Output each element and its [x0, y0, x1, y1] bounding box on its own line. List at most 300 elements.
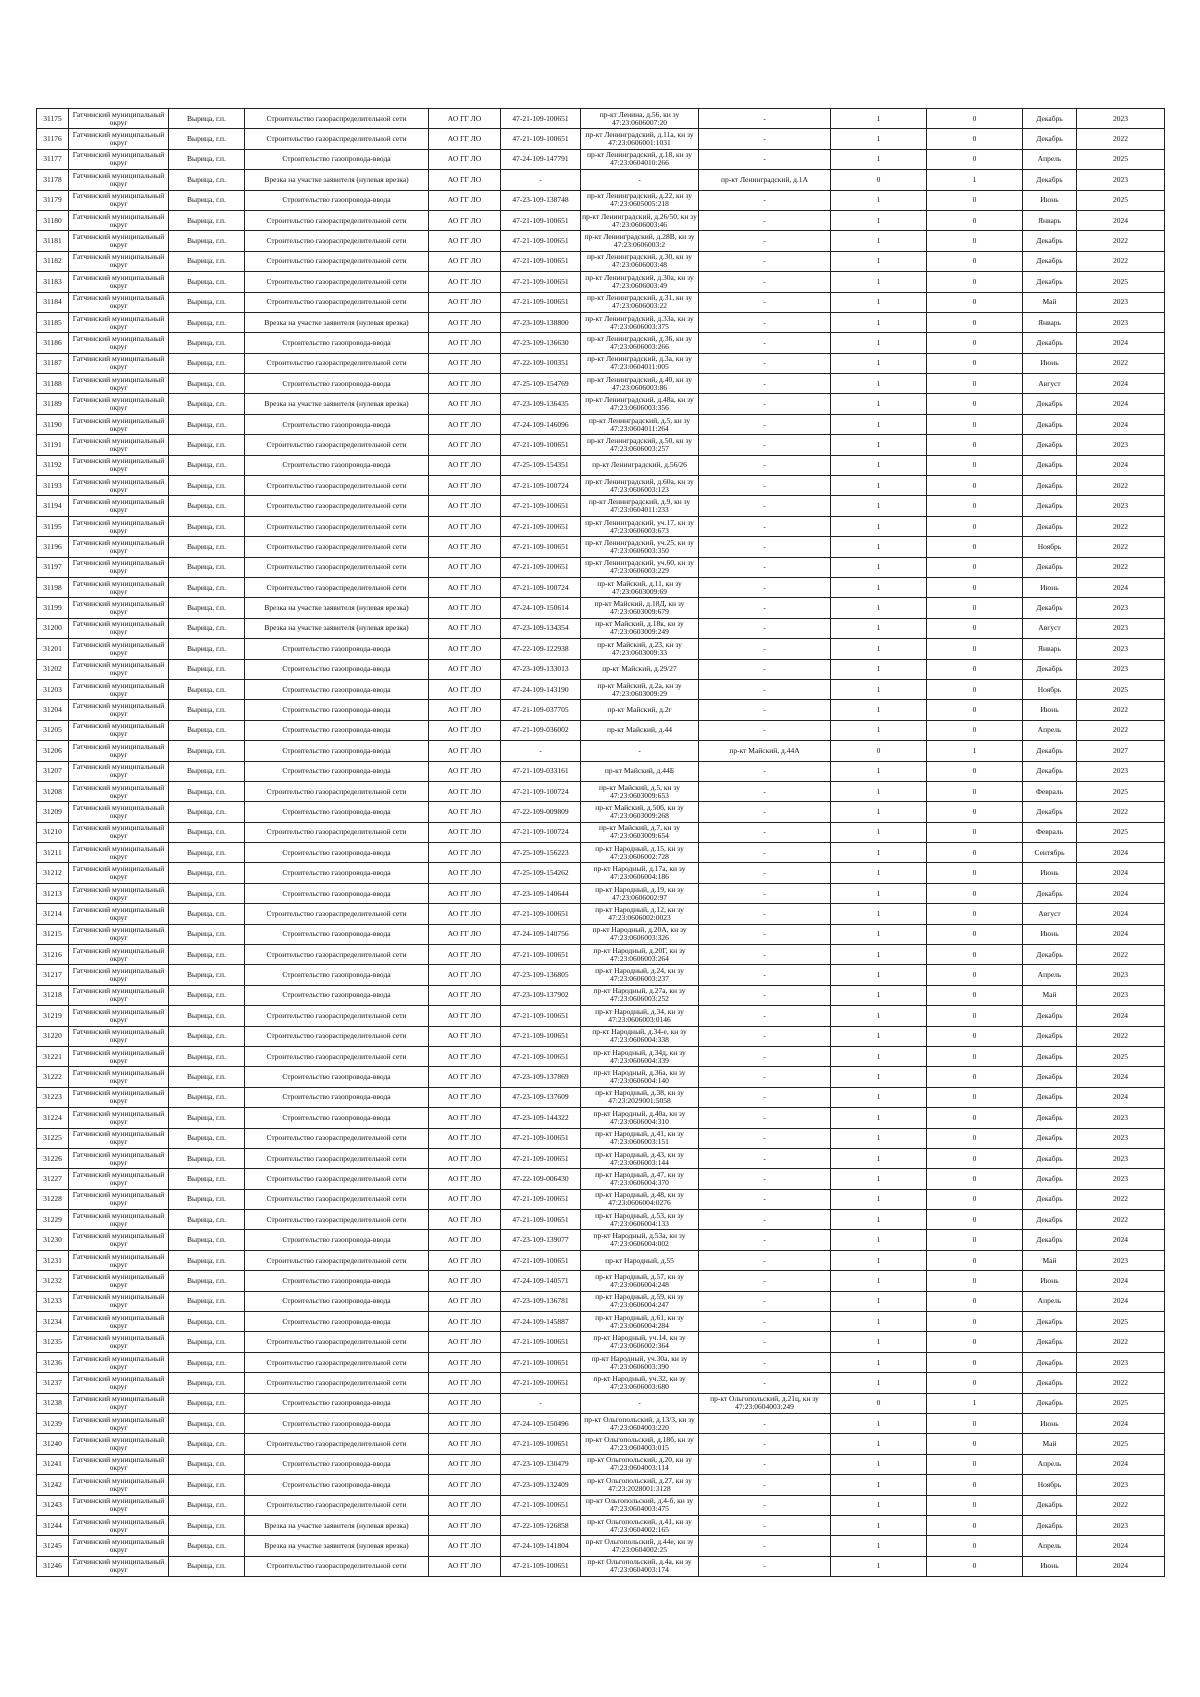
cell-organization: АО ГГ ЛО [429, 1210, 501, 1230]
cell-address: пр-кт Ольгопольский, д.13/3, кн зу 47:23:0604003:220 [581, 1414, 699, 1434]
cell-settlement: Вырица, г.п. [169, 598, 245, 618]
cell-settlement: Вырица, г.п. [169, 883, 245, 903]
cell-connection-address: - [699, 1556, 831, 1576]
cell-count-a: 1 [831, 1067, 927, 1087]
table-row [37, 333, 1165, 353]
table-row [37, 1291, 1165, 1311]
cell-district: Гатчинский муниципальный округ [69, 1434, 169, 1454]
cell-count-b: 0 [927, 863, 1023, 883]
cell-month: Апрель [1023, 1454, 1077, 1474]
cell-count-b: 0 [927, 843, 1023, 863]
cell-district: Гатчинский муниципальный округ [69, 516, 169, 536]
cell-address: пр-кт Майский, д.11, кн зу 47:23:0603009:69 [581, 577, 699, 597]
cell-count-b: 0 [927, 1148, 1023, 1168]
cell-work-type: Строительство газопровода-ввода [245, 374, 429, 394]
cell-year: 2024 [1077, 394, 1165, 414]
cell-count-a: 1 [831, 109, 927, 129]
cell-count-a: 1 [831, 965, 927, 985]
table-row [37, 577, 1165, 597]
cell-program-code: - [501, 1393, 581, 1413]
cell-year: 2023 [1077, 292, 1165, 312]
cell-program-code: 47-21-109-100651 [501, 537, 581, 557]
cell-row-number: 31182 [37, 251, 69, 271]
cell-connection-address: - [699, 333, 831, 353]
cell-organization: АО ГГ ЛО [429, 1536, 501, 1556]
table-row [37, 149, 1165, 169]
cell-month: Декабрь [1023, 129, 1077, 149]
cell-district: Гатчинский муниципальный округ [69, 639, 169, 659]
cell-year: 2023 [1077, 435, 1165, 455]
cell-work-type: Строительство газораспределительной сети [245, 822, 429, 842]
cell-work-type: Строительство газораспределительной сети [245, 781, 429, 801]
cell-year: 2024 [1077, 1454, 1165, 1474]
cell-count-b: 0 [927, 1169, 1023, 1189]
table-row [37, 1230, 1165, 1250]
cell-count-a: 1 [831, 496, 927, 516]
cell-connection-address: - [699, 537, 831, 557]
cell-address: пр-кт Ольгопольский, д.4-б, кн зу 47:23:0604003:475 [581, 1495, 699, 1515]
cell-count-a: 1 [831, 1515, 927, 1535]
table-row [37, 1312, 1165, 1332]
cell-month: Январь [1023, 639, 1077, 659]
cell-program-code: 47-21-109-100651 [501, 129, 581, 149]
cell-organization: АО ГГ ЛО [429, 945, 501, 965]
cell-address: пр-кт Народный, д.43, кн зу 47:23:0606003:144 [581, 1148, 699, 1168]
cell-settlement: Вырица, г.п. [169, 312, 245, 332]
cell-address: пр-кт Ленинградский, д.18, кн зу 47:23:0604010:266 [581, 149, 699, 169]
cell-row-number: 31236 [37, 1352, 69, 1372]
cell-count-a: 1 [831, 353, 927, 373]
table-row [37, 1434, 1165, 1454]
table-row [37, 1414, 1165, 1434]
cell-district: Гатчинский муниципальный округ [69, 781, 169, 801]
cell-year: 2023 [1077, 618, 1165, 638]
cell-work-type: Строительство газопровода-ввода [245, 741, 429, 761]
cell-organization: АО ГГ ЛО [429, 1169, 501, 1189]
cell-count-a: 1 [831, 781, 927, 801]
table-row [37, 965, 1165, 985]
cell-address: пр-кт Народный, д.34-е, кн зу 47:23:0606004:338 [581, 1026, 699, 1046]
cell-work-type: Строительство газопровода-ввода [245, 1454, 429, 1474]
cell-year: 2024 [1077, 374, 1165, 394]
cell-month: Август [1023, 618, 1077, 638]
table-row [37, 1515, 1165, 1535]
cell-work-type: Строительство газораспределительной сети [245, 1373, 429, 1393]
cell-count-b: 0 [927, 1454, 1023, 1474]
cell-month: Декабрь [1023, 1373, 1077, 1393]
cell-count-b: 0 [927, 537, 1023, 557]
cell-count-b: 0 [927, 1230, 1023, 1250]
cell-connection-address: - [699, 863, 831, 883]
table-row [37, 1210, 1165, 1230]
cell-connection-address: - [699, 659, 831, 679]
cell-settlement: Вырица, г.п. [169, 516, 245, 536]
cell-month: Май [1023, 985, 1077, 1005]
table-row [37, 190, 1165, 210]
cell-row-number: 31242 [37, 1475, 69, 1495]
cell-connection-address: - [699, 516, 831, 536]
cell-settlement: Вырица, г.п. [169, 720, 245, 740]
cell-connection-address: - [699, 1006, 831, 1026]
cell-settlement: Вырица, г.п. [169, 1556, 245, 1576]
cell-count-b: 0 [927, 883, 1023, 903]
cell-work-type: Строительство газопровода-ввода [245, 333, 429, 353]
cell-work-type: Врезка на участке заявителя (нулевая врезка) [245, 1536, 429, 1556]
cell-month: Май [1023, 292, 1077, 312]
cell-work-type: Строительство газопровода-ввода [245, 985, 429, 1005]
cell-year: 2023 [1077, 312, 1165, 332]
cell-work-type: Строительство газопровода-ввода [245, 414, 429, 434]
cell-program-code: 47-21-109-100651 [501, 1434, 581, 1454]
cell-count-b: 0 [927, 1556, 1023, 1576]
table-row [37, 1169, 1165, 1189]
cell-address: пр-кт Ленинградский, уч.60, кн зу 47:23:0606003:229 [581, 557, 699, 577]
cell-settlement: Вырица, г.п. [169, 802, 245, 822]
cell-year: 2024 [1077, 1067, 1165, 1087]
cell-month: Декабрь [1023, 598, 1077, 618]
cell-organization: АО ГГ ЛО [429, 1475, 501, 1495]
cell-program-code: 47-21-109-100651 [501, 945, 581, 965]
cell-settlement: Вырица, г.п. [169, 843, 245, 863]
cell-month: Июнь [1023, 190, 1077, 210]
cell-count-b: 0 [927, 231, 1023, 251]
cell-program-code: 47-21-109-100651 [501, 1128, 581, 1148]
cell-address: пр-кт Ленинградский, д.28В, кн зу 47:23:0606003:2 [581, 231, 699, 251]
cell-district: Гатчинский муниципальный округ [69, 904, 169, 924]
cell-address: пр-кт Ленинградский, д.30, кн зу 47:23:0606003:48 [581, 251, 699, 271]
cell-district: Гатчинский муниципальный округ [69, 292, 169, 312]
cell-connection-address: - [699, 109, 831, 129]
cell-program-code: 47-21-109-100651 [501, 496, 581, 516]
cell-work-type: Врезка на участке заявителя (нулевая врезка) [245, 312, 429, 332]
cell-count-a: 1 [831, 700, 927, 720]
cell-work-type: Строительство газопровода-ввода [245, 1108, 429, 1128]
cell-connection-address: - [699, 945, 831, 965]
cell-row-number: 31191 [37, 435, 69, 455]
cell-program-code: 47-23-109-136781 [501, 1291, 581, 1311]
cell-year: 2024 [1077, 577, 1165, 597]
cell-connection-address: - [699, 1128, 831, 1148]
cell-count-b: 0 [927, 1026, 1023, 1046]
cell-connection-address: - [699, 557, 831, 577]
cell-connection-address: - [699, 883, 831, 903]
table-row [37, 1189, 1165, 1209]
cell-program-code: 47-21-109-100724 [501, 577, 581, 597]
cell-connection-address: - [699, 679, 831, 699]
cell-month: Декабрь [1023, 231, 1077, 251]
cell-work-type: Строительство газораспределительной сети [245, 1148, 429, 1168]
cell-row-number: 31222 [37, 1067, 69, 1087]
cell-month: Январь [1023, 312, 1077, 332]
cell-connection-address: - [699, 1454, 831, 1474]
cell-year: 2025 [1077, 822, 1165, 842]
cell-row-number: 31187 [37, 353, 69, 373]
cell-district: Гатчинский муниципальный округ [69, 618, 169, 638]
cell-count-a: 1 [831, 1373, 927, 1393]
cell-year: 2022 [1077, 1026, 1165, 1046]
cell-district: Гатчинский муниципальный округ [69, 476, 169, 496]
cell-district: Гатчинский муниципальный округ [69, 231, 169, 251]
cell-work-type: Строительство газораспределительной сети [245, 1026, 429, 1046]
table-row [37, 109, 1165, 129]
table-row [37, 781, 1165, 801]
cell-address: пр-кт Ленинградский, д.9, кн зу 47:23:0604011:233 [581, 496, 699, 516]
table-row [37, 659, 1165, 679]
cell-count-b: 0 [927, 190, 1023, 210]
cell-count-b: 0 [927, 394, 1023, 414]
cell-year: 2022 [1077, 251, 1165, 271]
cell-program-code: 47-23-109-140644 [501, 883, 581, 903]
cell-connection-address: - [699, 822, 831, 842]
cell-work-type: Строительство газопровода-ввода [245, 1475, 429, 1495]
cell-connection-address: - [699, 353, 831, 373]
cell-year: 2025 [1077, 1393, 1165, 1413]
cell-count-b: 0 [927, 802, 1023, 822]
cell-year: 2025 [1077, 1434, 1165, 1454]
cell-organization: АО ГГ ЛО [429, 1250, 501, 1270]
cell-year: 2023 [1077, 761, 1165, 781]
cell-district: Гатчинский муниципальный округ [69, 720, 169, 740]
cell-count-b: 1 [927, 170, 1023, 190]
cell-address: пр-кт Ленинградский, д.31, кн зу 47:23:0606003:22 [581, 292, 699, 312]
table-row [37, 1332, 1165, 1352]
cell-count-a: 1 [831, 1210, 927, 1230]
cell-program-code: 47-23-109-137902 [501, 985, 581, 1005]
registry-table-page [36, 108, 1164, 1577]
cell-connection-address: - [699, 1230, 831, 1250]
cell-district: Гатчинский муниципальный округ [69, 985, 169, 1005]
cell-address: пр-кт Майский, д.23, кн зу 47:23:0603009:33 [581, 639, 699, 659]
cell-row-number: 31227 [37, 1169, 69, 1189]
cell-district: Гатчинский муниципальный округ [69, 945, 169, 965]
cell-row-number: 31216 [37, 945, 69, 965]
cell-count-a: 1 [831, 251, 927, 271]
cell-month: Январь [1023, 210, 1077, 230]
cell-organization: АО ГГ ЛО [429, 843, 501, 863]
cell-year: 2022 [1077, 516, 1165, 536]
cell-organization: АО ГГ ЛО [429, 149, 501, 169]
cell-count-b: 0 [927, 1087, 1023, 1107]
cell-year: 2024 [1077, 1556, 1165, 1576]
cell-settlement: Вырица, г.п. [169, 170, 245, 190]
cell-row-number: 31176 [37, 129, 69, 149]
cell-month: Декабрь [1023, 1026, 1077, 1046]
table-row [37, 1393, 1165, 1413]
cell-work-type: Строительство газораспределительной сети [245, 231, 429, 251]
cell-row-number: 31228 [37, 1189, 69, 1209]
cell-program-code: 47-23-109-144322 [501, 1108, 581, 1128]
table-row [37, 1536, 1165, 1556]
cell-district: Гатчинский муниципальный округ [69, 883, 169, 903]
cell-program-code: 47-21-109-100651 [501, 516, 581, 536]
cell-connection-address: - [699, 1352, 831, 1372]
cell-organization: АО ГГ ЛО [429, 516, 501, 536]
cell-organization: АО ГГ ЛО [429, 109, 501, 129]
cell-year: 2024 [1077, 1006, 1165, 1026]
cell-district: Гатчинский муниципальный округ [69, 1210, 169, 1230]
cell-organization: АО ГГ ЛО [429, 374, 501, 394]
cell-count-b: 0 [927, 312, 1023, 332]
cell-settlement: Вырица, г.п. [169, 1414, 245, 1434]
cell-work-type: Строительство газораспределительной сети [245, 557, 429, 577]
cell-address: пр-кт Народный, д.59, кн зу 47:23:0606004:247 [581, 1291, 699, 1311]
cell-count-a: 1 [831, 1454, 927, 1474]
cell-count-a: 1 [831, 863, 927, 883]
cell-year: 2024 [1077, 1536, 1165, 1556]
cell-work-type: Строительство газораспределительной сети [245, 1128, 429, 1148]
cell-program-code: 47-24-109-140571 [501, 1271, 581, 1291]
cell-organization: АО ГГ ЛО [429, 1332, 501, 1352]
cell-program-code: 47-25-109-156223 [501, 843, 581, 863]
cell-program-code: 47-23-109-137869 [501, 1067, 581, 1087]
cell-work-type: Строительство газопровода-ввода [245, 883, 429, 903]
cell-program-code: 47-23-109-136805 [501, 965, 581, 985]
table-row [37, 272, 1165, 292]
cell-count-b: 0 [927, 1312, 1023, 1332]
cell-district: Гатчинский муниципальный округ [69, 190, 169, 210]
cell-district: Гатчинский муниципальный округ [69, 1352, 169, 1372]
cell-month: Декабрь [1023, 761, 1077, 781]
cell-month: Декабрь [1023, 333, 1077, 353]
cell-count-b: 0 [927, 822, 1023, 842]
cell-address: пр-кт Ленинградский, д.60а, кн зу 47:23:0606003:123 [581, 476, 699, 496]
cell-month: Декабрь [1023, 251, 1077, 271]
cell-count-b: 1 [927, 1393, 1023, 1413]
cell-count-a: 1 [831, 231, 927, 251]
cell-address: пр-кт Ленинградский, д.26/50, кн зу 47:23:0606003:46 [581, 210, 699, 230]
cell-work-type: Строительство газопровода-ввода [245, 1312, 429, 1332]
cell-connection-address: - [699, 1046, 831, 1066]
cell-district: Гатчинский муниципальный округ [69, 210, 169, 230]
cell-year: 2022 [1077, 537, 1165, 557]
cell-work-type: Строительство газораспределительной сети [245, 496, 429, 516]
table-row [37, 476, 1165, 496]
cell-work-type: Строительство газораспределительной сети [245, 210, 429, 230]
cell-address: пр-кт Ленинградский, д.30а, кн зу 47:23:0606003:49 [581, 272, 699, 292]
cell-row-number: 31215 [37, 924, 69, 944]
cell-program-code: 47-24-109-150496 [501, 1414, 581, 1434]
cell-program-code: 47-24-109-145887 [501, 1312, 581, 1332]
cell-settlement: Вырица, г.п. [169, 1148, 245, 1168]
cell-row-number: 31183 [37, 272, 69, 292]
cell-organization: АО ГГ ЛО [429, 1393, 501, 1413]
cell-settlement: Вырица, г.п. [169, 1536, 245, 1556]
cell-work-type: Строительство газораспределительной сети [245, 537, 429, 557]
cell-district: Гатчинский муниципальный округ [69, 1230, 169, 1250]
cell-settlement: Вырица, г.п. [169, 1454, 245, 1474]
cell-count-b: 0 [927, 1495, 1023, 1515]
cell-month: Апрель [1023, 149, 1077, 169]
cell-row-number: 31221 [37, 1046, 69, 1066]
cell-work-type: Строительство газопровода-ввода [245, 863, 429, 883]
cell-organization: АО ГГ ЛО [429, 1046, 501, 1066]
table-row [37, 761, 1165, 781]
cell-district: Гатчинский муниципальный округ [69, 170, 169, 190]
cell-settlement: Вырица, г.п. [169, 904, 245, 924]
cell-settlement: Вырица, г.п. [169, 965, 245, 985]
cell-count-b: 0 [927, 1210, 1023, 1230]
cell-district: Гатчинский муниципальный округ [69, 272, 169, 292]
cell-work-type: Строительство газораспределительной сети [245, 1169, 429, 1189]
cell-district: Гатчинский муниципальный округ [69, 1006, 169, 1026]
cell-month: Декабрь [1023, 1087, 1077, 1107]
table-row [37, 700, 1165, 720]
table-row [37, 1475, 1165, 1495]
cell-work-type: Строительство газопровода-ввода [245, 1291, 429, 1311]
cell-count-a: 1 [831, 577, 927, 597]
cell-district: Гатчинский муниципальный округ [69, 1148, 169, 1168]
cell-address: пр-кт Народный, д.38, кн зу 47:23:2029001:5058 [581, 1087, 699, 1107]
cell-year: 2024 [1077, 924, 1165, 944]
cell-count-b: 0 [927, 109, 1023, 129]
cell-count-a: 1 [831, 1352, 927, 1372]
cell-address: пр-кт Ленинградский, д.56/26 [581, 455, 699, 475]
cell-settlement: Вырица, г.п. [169, 1108, 245, 1128]
cell-organization: АО ГГ ЛО [429, 292, 501, 312]
cell-year: 2025 [1077, 781, 1165, 801]
cell-organization: АО ГГ ЛО [429, 700, 501, 720]
cell-count-a: 0 [831, 170, 927, 190]
cell-settlement: Вырица, г.п. [169, 374, 245, 394]
cell-district: Гатчинский муниципальный округ [69, 1169, 169, 1189]
cell-program-code: 47-21-109-036002 [501, 720, 581, 740]
cell-count-a: 1 [831, 1046, 927, 1066]
cell-count-b: 0 [927, 720, 1023, 740]
cell-address: пр-кт Майский, д.29/27 [581, 659, 699, 679]
cell-settlement: Вырица, г.п. [169, 1046, 245, 1066]
table-row [37, 822, 1165, 842]
cell-work-type: Строительство газораспределительной сети [245, 129, 429, 149]
cell-work-type: Строительство газопровода-ввода [245, 1271, 429, 1291]
cell-settlement: Вырица, г.п. [169, 1230, 245, 1250]
cell-work-type: Строительство газораспределительной сети [245, 251, 429, 271]
cell-year: 2022 [1077, 1189, 1165, 1209]
cell-month: Декабрь [1023, 394, 1077, 414]
cell-district: Гатчинский муниципальный округ [69, 965, 169, 985]
cell-row-number: 31185 [37, 312, 69, 332]
cell-month: Декабрь [1023, 1210, 1077, 1230]
cell-row-number: 31198 [37, 577, 69, 597]
cell-count-b: 0 [927, 1006, 1023, 1026]
cell-count-b: 0 [927, 965, 1023, 985]
cell-work-type: Врезка на участке заявителя (нулевая врезка) [245, 170, 429, 190]
cell-month: Декабрь [1023, 109, 1077, 129]
cell-address: пр-кт Народный, д.12, кн зу 47:23:0606002:0023 [581, 904, 699, 924]
cell-organization: АО ГГ ЛО [429, 598, 501, 618]
cell-organization: АО ГГ ЛО [429, 863, 501, 883]
cell-year: 2023 [1077, 1475, 1165, 1495]
cell-count-a: 1 [831, 190, 927, 210]
cell-organization: АО ГГ ЛО [429, 1352, 501, 1372]
cell-settlement: Вырица, г.п. [169, 1291, 245, 1311]
cell-connection-address: - [699, 1148, 831, 1168]
cell-year: 2024 [1077, 455, 1165, 475]
cell-organization: АО ГГ ЛО [429, 1087, 501, 1107]
cell-year: 2022 [1077, 129, 1165, 149]
cell-organization: АО ГГ ЛО [429, 1515, 501, 1535]
cell-district: Гатчинский муниципальный округ [69, 863, 169, 883]
cell-row-number: 31206 [37, 741, 69, 761]
cell-program-code: 47-21-109-100651 [501, 272, 581, 292]
cell-connection-address: - [699, 1332, 831, 1352]
cell-settlement: Вырица, г.п. [169, 618, 245, 638]
cell-program-code: 47-21-109-100651 [501, 1006, 581, 1026]
cell-organization: АО ГГ ЛО [429, 190, 501, 210]
cell-organization: АО ГГ ЛО [429, 781, 501, 801]
cell-year: 2022 [1077, 945, 1165, 965]
cell-address: пр-кт Народный, д.55 [581, 1250, 699, 1270]
cell-count-a: 1 [831, 374, 927, 394]
